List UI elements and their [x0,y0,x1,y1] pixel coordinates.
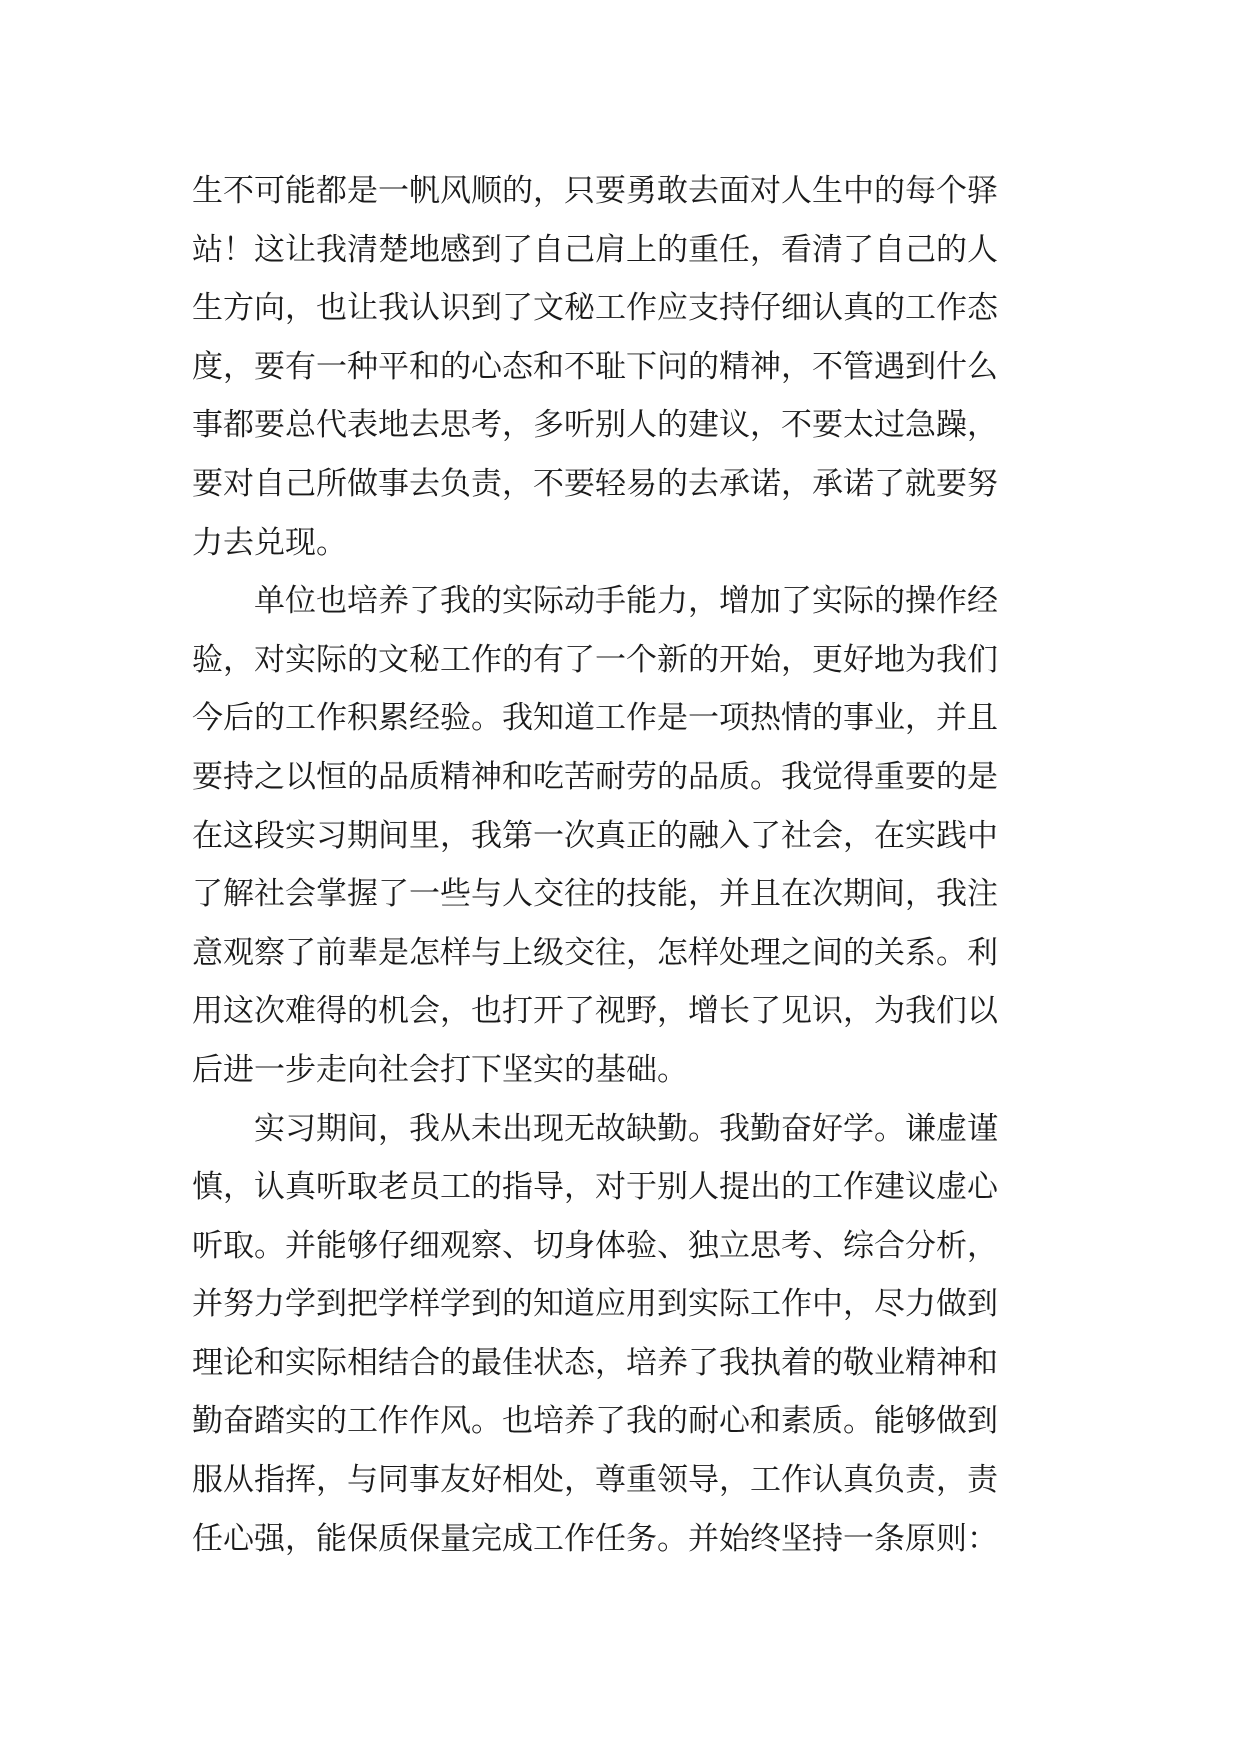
body-line: 要对自己所做事去负责，不要轻易的去承诺，承诺了就要努 [192,465,998,502]
document-body [192,162,1072,1568]
body-line: 事都要总代表地去思考，多听别人的建议，不要太过急躁， [192,407,998,444]
body-line: 力去兑现。 [192,524,347,561]
body-line: 任心强，能保质保量完成工作任务。并始终坚持一条原则： [192,1520,998,1557]
body-line: 听取。并能够仔细观察、切身体验、独立思考、综合分析， [192,1227,998,1264]
body-line: 意观察了前辈是怎样与上级交往，怎样处理之间的关系。利 [192,934,998,971]
body-line: 后进一步走向社会打下坚实的基础。 [192,1051,688,1088]
body-line: 理论和实际相结合的最佳状态，培养了我执着的敬业精神和 [192,1344,998,1381]
body-line: 生方向，也让我认识到了文秘工作应支持仔细认真的工作态 [192,290,998,327]
body-line: 慎，认真听取老员工的指导，对于别人提出的工作建议虚心 [192,1169,998,1206]
paragraph-first-line: 实习期间，我从未出现无故缺勤。我勤奋好学。谦虚谨 [254,1110,998,1147]
body-line: 度，要有一种平和的心态和不耻下问的精神，不管遇到什么 [192,348,998,385]
body-line: 勤奋踏实的工作作风。也培养了我的耐心和素质。能够做到 [192,1403,998,1440]
body-line: 在这段实习期间里，我第一次真正的融入了社会，在实践中 [192,817,998,854]
body-line: 用这次难得的机会，也打开了视野，增长了见识，为我们以 [192,993,998,1030]
body-line: 并努力学到把学样学到的知道应用到实际工作中，尽力做到 [192,1286,998,1323]
body-line: 服从指挥，与同事友好相处，尊重领导，工作认真负责，责 [192,1462,998,1499]
body-line: 今后的工作积累经验。我知道工作是一项热情的事业，并且 [192,700,998,737]
body-line: 站！这让我清楚地感到了自己肩上的重任，看清了自己的人 [192,231,998,268]
body-line: 要持之以恒的品质精神和吃苦耐劳的品质。我觉得重要的是 [192,758,998,795]
body-line: 了解社会掌握了一些与人交往的技能，并且在次期间，我注 [192,876,998,913]
body-line: 生不可能都是一帆风顺的，只要勇敢去面对人生中的每个驿 [192,173,998,209]
body-line: 验，对实际的文秘工作的有了一个新的开始，更好地为我们 [192,641,998,678]
paragraph-first-line: 单位也培养了我的实际动手能力，增加了实际的操作经 [254,583,998,620]
